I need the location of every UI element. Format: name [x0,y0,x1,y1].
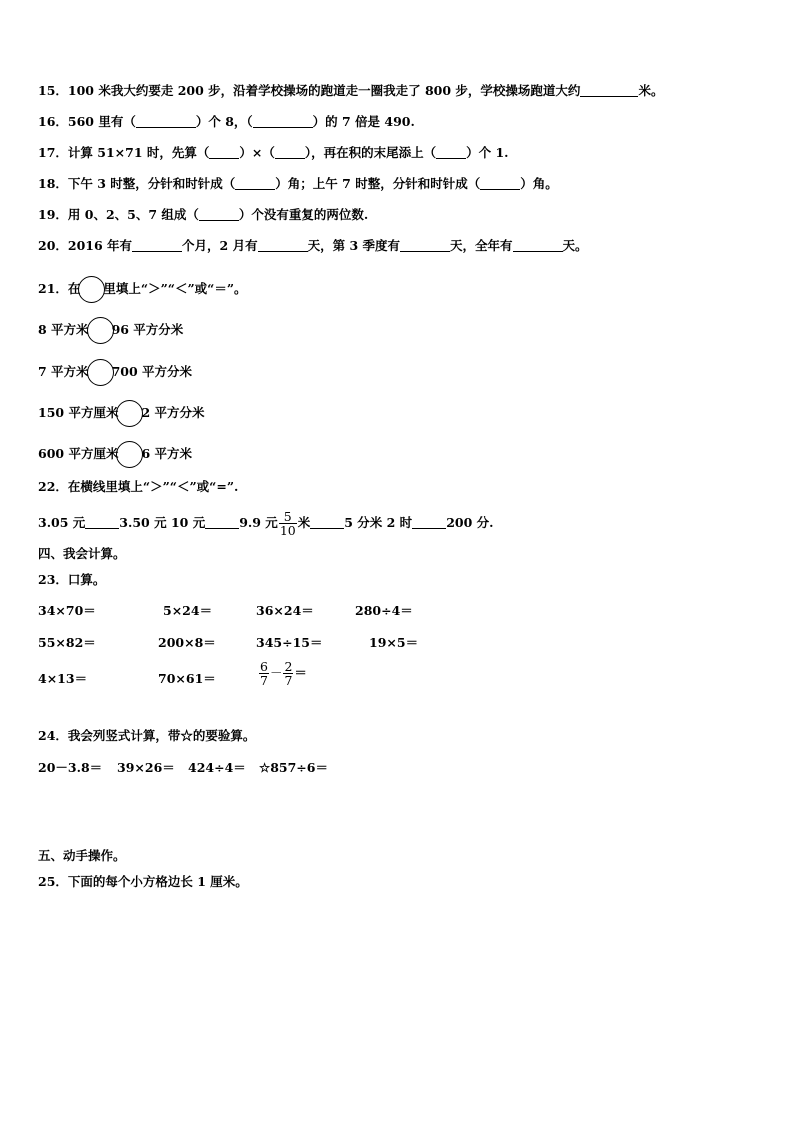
compare-circle[interactable] [116,400,143,427]
question-15: 15．100 米我大约要走 200 步，沿着学校操场的跑道走一圈我走了 800 步，学校操场跑道大约 米。 [38,83,664,98]
section-5-title: 五、动手操作。 [38,848,126,863]
answer-blank[interactable] [412,516,446,529]
answer-blank[interactable] [436,146,466,159]
answer-blank[interactable] [580,84,638,97]
answer-blank[interactable] [480,177,520,190]
answer-blank[interactable] [209,146,239,159]
vertical-calc-item: 39×26＝ [117,760,175,775]
oral-item: 19×5＝ [369,635,419,650]
oral-item: 55×82＝ [38,635,96,650]
vertical-calc-item: ☆857÷6＝ [259,760,328,775]
vertical-calc-item: 20－3.8＝ [38,760,103,775]
answer-blank[interactable] [199,208,239,221]
answer-blank[interactable] [275,146,305,159]
answer-blank[interactable] [235,177,275,190]
question-22-items: 3.05 元 3.50 元 10 元 9.9 元 $\frac{5}{10}$ 米 5 分米 2 时 200 分. [38,509,494,538]
oral-item: 345÷15＝ [256,635,323,650]
oral-item: 36×24＝ [256,603,314,618]
compare-row: 7 平方米 700 平方分米 [38,359,192,386]
fraction: $\frac{2}{7}$ [284,659,293,688]
question-23: 23．口算。 [38,572,106,587]
answer-blank[interactable] [513,239,563,252]
oral-item: 5×24＝ [163,603,213,618]
answer-blank[interactable] [253,115,313,128]
compare-circle[interactable] [116,441,143,468]
compare-row: 8 平方米 96 平方分米 [38,317,183,344]
question-17: 17．计算 51×71 时，先算（ ）×（ ），再在积的末尾添上（ ）个 1. [38,145,509,160]
answer-blank[interactable] [400,239,450,252]
answer-blank[interactable] [258,239,308,252]
question-16: 16．560 里有（ ）个 8，（ ）的 7 倍是 490. [38,114,415,129]
question-24: 24．我会列竖式计算，带☆的要验算。 [38,728,256,743]
question-21: 21．在 里填上“＞”“＜”或“＝”。 [38,276,247,303]
vertical-calc-item: 424÷4＝ [188,760,246,775]
question-22: 22．在横线里填上“＞”“＜”或“=”. [38,479,239,494]
question-18: 18．下午 3 时整，分针和时针成（ ）角；上午 7 时整，分针和时针成（ ）角。 [38,176,558,191]
circle-icon [78,276,105,303]
fraction: $\frac{5}{10}$ [279,509,296,538]
question-20: 20．2016 年有 个月，2 月有 天，第 3 季度有 天，全年有 天。 [38,238,588,253]
question-19: 19．用 0、2、5、7 组成（ ）个没有重复的两位数. [38,207,369,222]
oral-item: 200×8＝ [158,635,216,650]
fraction: $\frac{6}{7}$ [260,659,268,688]
answer-blank[interactable] [132,239,182,252]
compare-circle[interactable] [87,359,114,386]
compare-circle[interactable] [87,317,114,344]
oral-item: 70×61＝ [158,671,216,686]
compare-row: 600 平方厘米 6 平方米 [38,441,192,468]
section-4-title: 四、我会计算。 [38,546,126,561]
answer-blank[interactable] [310,516,344,529]
oral-item: 4×13＝ [38,671,88,686]
question-25: 25．下面的每个小方格边长 1 厘米。 [38,874,248,889]
oral-item: 34×70＝ [38,603,96,618]
answer-blank[interactable] [136,115,196,128]
oral-item: 280÷4＝ [355,603,413,618]
compare-row: 150 平方厘米 2 平方分米 [38,400,205,427]
answer-blank[interactable] [85,516,119,529]
fraction-expression: $\frac{6}{7}$ － $\frac{2}{7}$ ＝ [260,659,307,688]
answer-blank[interactable] [205,516,239,529]
